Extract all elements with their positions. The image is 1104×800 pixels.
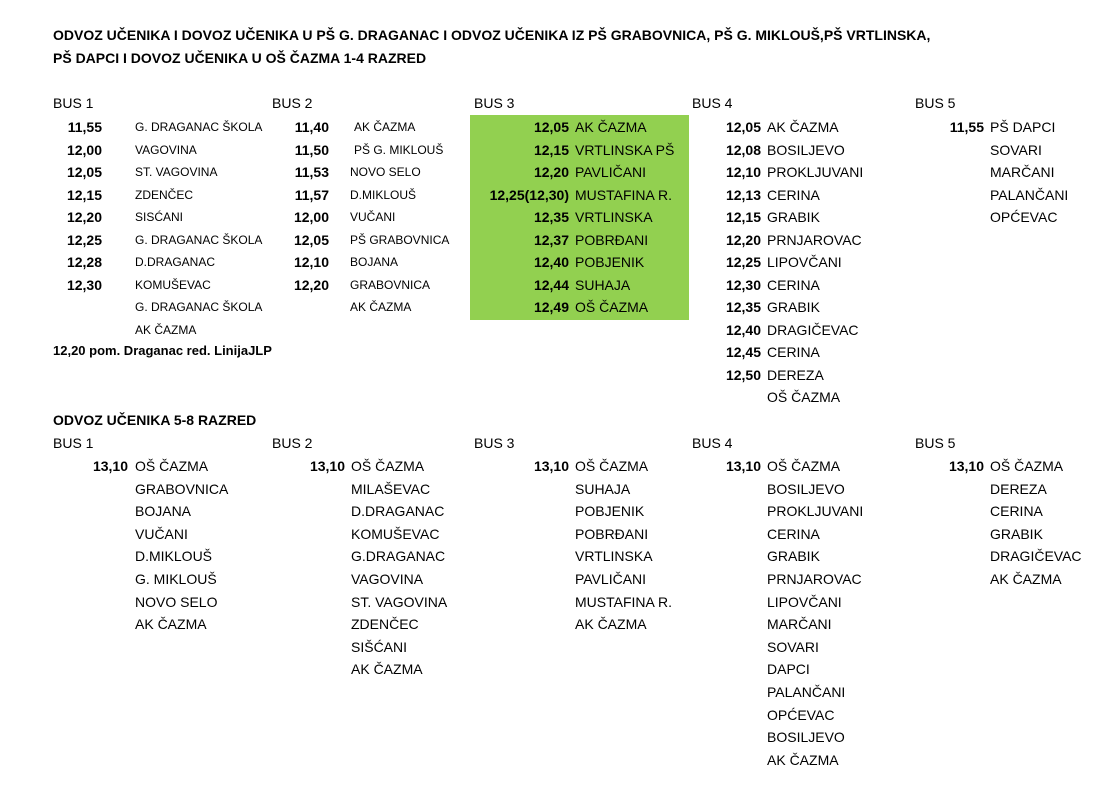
s1-bus-2-label: BUS 2	[272, 95, 313, 111]
s1-bus-1-stop: G. DRAGANAC ŠKOLA	[135, 232, 263, 247]
s1-bus-4-stop: CERINA	[767, 186, 820, 203]
s1-bus-3-time: 12,44	[533, 276, 569, 293]
s1-bus-3-stop: PAVLIČANI	[575, 164, 647, 180]
s1-bus-4-stop: CERINA	[767, 276, 820, 293]
s2-bus-3-stop: POBRĐANI	[575, 525, 649, 542]
s1-bus-5-label: BUS 5	[915, 95, 956, 111]
s2-bus-3-stop: MUSTAFINA R.	[575, 593, 672, 610]
s2-bus-5-label: BUS 5	[915, 435, 956, 451]
s2-bus-2-stop: ZDENČEC	[351, 616, 419, 633]
s2-bus-1-stop: D.MIKLOUŠ	[135, 548, 213, 565]
s1-bus-4-time: 12,05	[725, 119, 761, 135]
s2-bus-4-stop: OPĆEVAC	[767, 706, 835, 723]
s1-bus-1-stop: ST. VAGOVINA	[135, 165, 218, 179]
s2-bus-1-stop: G. MIKLOUŠ	[135, 571, 217, 587]
s1-bus-4-stop: GRABIK	[767, 209, 820, 225]
s1-bus-3-stop: POBRĐANI	[575, 231, 649, 248]
s2-bus-5-time: 13,10	[948, 458, 984, 474]
s1-bus-5-stop: OPĆEVAC	[990, 209, 1058, 225]
s1-bus-3-stop: MUSTAFINA R.	[575, 186, 672, 203]
s1-bus-1-label: BUS 1	[53, 95, 94, 111]
s2-bus-4-stop: CERINA	[767, 525, 820, 542]
s2-bus-1-stop: OŠ ČAZMA	[135, 458, 209, 474]
s1-bus-4-stop: LIPOVČANI	[767, 254, 842, 270]
s1-bus-3-stop: VRTLINSKA PŠ	[575, 141, 675, 158]
s1-bus-4-time: 12,30	[725, 276, 761, 293]
s2-bus-2-stop: G.DRAGANAC	[351, 548, 446, 565]
s2-bus-3-label: BUS 3	[474, 435, 515, 451]
page-title-line-2: PŠ DAPCI I DOVOZ UČENIKA U OŠ ČAZMA 1-4 RAZRED	[53, 50, 427, 66]
s1-bus-2-time: 12,20	[293, 276, 329, 293]
s1-bus-4-stop: AK ČAZMA	[767, 119, 839, 135]
s1-bus-1-time: 12,25	[66, 231, 102, 248]
s1-bus-4-label: BUS 4	[692, 95, 733, 111]
s2-bus-4-stop: AK ČAZMA	[767, 751, 839, 768]
s1-bus-5-stop: PALANČANI	[990, 186, 1069, 203]
s2-bus-5-stop: CERINA	[990, 503, 1043, 520]
s1-bus-2-stop: AK ČAZMA	[354, 120, 416, 134]
s2-bus-4-stop: SOVARI	[767, 638, 819, 655]
s2-bus-4-stop: GRABIK	[767, 548, 820, 565]
s1-bus-3-stop: AK ČAZMA	[575, 119, 647, 135]
s2-bus-3-stop: POBJENIK	[575, 503, 645, 520]
s2-bus-1-stop: BOJANA	[135, 503, 192, 520]
s1-bus-1-time: 11,55	[67, 119, 102, 135]
s1-bus-2-time: 11,57	[294, 186, 329, 203]
s1-bus-4-stop: PRNJAROVAC	[767, 231, 862, 248]
s1-bus-3-label: BUS 3	[474, 95, 515, 111]
s1-bus-2-stop: NOVO SELO	[350, 165, 421, 179]
section-2-title: ODVOZ UČENIKA 5-8 RAZRED	[53, 412, 257, 428]
s2-bus-4-stop: PRNJAROVAC	[767, 571, 862, 587]
s1-bus-3-time: 12,20	[533, 164, 569, 180]
s1-bus-3-stop: VRTLINSKA	[575, 209, 653, 225]
s2-bus-1-stop: NOVO SELO	[135, 593, 218, 610]
s2-bus-1-label: BUS 1	[53, 435, 94, 451]
s2-bus-4-stop: BOSILJEVO	[767, 729, 845, 746]
s1-bus-4-stop: CERINA	[767, 344, 820, 360]
s1-bus-4-stop: GRABIK	[767, 299, 820, 315]
s1-bus-4-time: 12,40	[725, 321, 761, 338]
s2-bus-5-stop: GRABIK	[990, 525, 1043, 542]
s1-bus-4-time: 12,25	[725, 254, 761, 270]
s2-bus-2-stop: KOMUŠEVAC	[351, 525, 440, 542]
s1-bus-1-stop: ZDENČEC	[135, 187, 194, 202]
s2-bus-4-stop: MARČANI	[767, 616, 832, 633]
s2-bus-5-stop: AK ČAZMA	[990, 571, 1062, 587]
s2-bus-5-stop: OŠ ČAZMA	[990, 458, 1064, 474]
s1-bus-1-stop: D.DRAGANAC	[135, 255, 216, 269]
s1-bus-2-time: 11,40	[294, 119, 329, 135]
s1-bus-1-time: 12,15	[66, 186, 102, 203]
s2-bus-1-stop: AK ČAZMA	[135, 616, 207, 633]
s2-bus-2-stop: VAGOVINA	[351, 571, 424, 587]
s2-bus-1-stop: GRABOVNICA	[135, 480, 229, 497]
s1-bus-4-stop: PROKLJUVANI	[767, 164, 864, 180]
s1-bus-1-stop: AK ČAZMA	[135, 322, 197, 337]
s2-bus-2-stop: OŠ ČAZMA	[351, 458, 425, 474]
s1-bus-2-stop: AK ČAZMA	[350, 300, 412, 314]
s1-bus-2-time: 11,50	[294, 141, 329, 158]
s1-bus-2-time: 12,05	[293, 231, 329, 248]
s2-bus-3-stop: SUHAJA	[575, 480, 631, 497]
s1-bus-3-stop: SUHAJA	[575, 276, 631, 293]
schedule-note: 12,20 pom. Draganac red. LinijaJLP	[53, 343, 272, 358]
s1-bus-2-stop: D.MIKLOUŠ	[350, 187, 417, 202]
s1-bus-4-stop: DEREZA	[767, 366, 824, 383]
s1-bus-2-stop: PŠ GRABOVNICA	[350, 232, 450, 247]
s1-bus-2-stop: BOJANA	[350, 255, 399, 269]
s1-bus-3-stop: OŠ ČAZMA	[575, 299, 649, 315]
s2-bus-2-label: BUS 2	[272, 435, 313, 451]
s1-bus-1-stop: KOMUŠEVAC	[135, 277, 211, 292]
s2-bus-3-stop: PAVLIČANI	[575, 571, 647, 587]
s1-bus-2-stop: VUČANI	[350, 210, 396, 224]
s1-bus-1-time: 12,30	[66, 276, 102, 293]
s1-bus-3-time: 12,05	[533, 119, 569, 135]
s1-bus-2-time: 11,53	[294, 164, 329, 180]
s2-bus-2-stop: MILAŠEVAC	[351, 480, 431, 497]
s2-bus-1-stop: VUČANI	[135, 525, 188, 542]
s2-bus-4-stop: PROKLJUVANI	[767, 503, 864, 520]
s2-bus-4-stop: PALANČANI	[767, 684, 846, 700]
s1-bus-4-time: 12,13	[725, 186, 761, 203]
s1-bus-4-time: 12,08	[725, 141, 761, 158]
s1-bus-3-time: 12,25(12,30)	[489, 186, 569, 203]
s1-bus-4-time: 12,50	[725, 366, 761, 383]
s1-bus-1-stop: VAGOVINA	[135, 142, 197, 157]
s2-bus-2-stop: SIŠĆANI	[351, 638, 408, 655]
s2-bus-4-label: BUS 4	[692, 435, 733, 451]
s1-bus-3-stop: POBJENIK	[575, 254, 645, 270]
s2-bus-2-stop: ST. VAGOVINA	[351, 593, 448, 610]
s1-bus-4-time: 12,10	[725, 164, 761, 180]
s2-bus-2-stop: D.DRAGANAC	[351, 503, 445, 520]
s2-bus-3-time: 13,10	[533, 458, 569, 474]
s1-bus-1-time: 12,00	[66, 141, 102, 158]
s1-bus-1-time: 12,05	[66, 164, 102, 180]
s1-bus-4-time: 12,35	[725, 299, 761, 315]
s1-bus-3-time: 12,35	[533, 209, 569, 225]
s2-bus-4-stop: LIPOVČANI	[767, 593, 842, 610]
s1-bus-3-time: 12,37	[533, 231, 569, 248]
s1-bus-5-time: 11,55	[949, 119, 984, 135]
s2-bus-3-stop: VRTLINSKA	[575, 548, 653, 565]
page-title-line-1: ODVOZ UČENIKA I DOVOZ UČENIKA U PŠ G. DRAGANAC I ODVOZ UČENIKA IZ PŠ GRABOVNICA, PŠ G. MIKLOUŠ,PŠ VRTLINSKA,	[53, 27, 931, 43]
s1-bus-1-stop: G. DRAGANAC ŠKOLA	[135, 300, 263, 314]
s2-bus-2-stop: AK ČAZMA	[351, 661, 423, 678]
s1-bus-2-time: 12,00	[293, 209, 329, 225]
s1-bus-4-time: 12,45	[725, 344, 761, 360]
s1-bus-5-stop: SOVARI	[990, 141, 1042, 158]
s2-bus-2-time: 13,10	[309, 458, 345, 474]
s1-bus-4-stop: DRAGIČEVAC	[767, 321, 859, 338]
s1-bus-1-time: 12,20	[66, 209, 102, 225]
s1-bus-1-stop: G. DRAGANAC ŠKOLA	[135, 120, 263, 134]
s1-bus-1-stop: SISĆANI	[135, 210, 184, 224]
s2-bus-5-stop: DRAGIČEVAC	[990, 548, 1082, 565]
s1-bus-4-stop: OŠ ČAZMA	[767, 389, 841, 405]
s2-bus-4-stop: BOSILJEVO	[767, 480, 845, 497]
s2-bus-1-time: 13,10	[92, 458, 128, 474]
s2-bus-4-stop: OŠ ČAZMA	[767, 458, 841, 474]
s1-bus-4-time: 12,20	[725, 231, 761, 248]
s2-bus-3-stop: AK ČAZMA	[575, 616, 647, 633]
s1-bus-5-stop: MARČANI	[990, 164, 1055, 180]
s2-bus-3-stop: OŠ ČAZMA	[575, 458, 649, 474]
s1-bus-5-stop: PŠ DAPCI	[990, 119, 1056, 135]
s1-bus-3-time: 12,40	[533, 254, 569, 270]
s1-bus-4-stop: BOSILJEVO	[767, 141, 845, 158]
s2-bus-4-stop: DAPCI	[767, 661, 810, 678]
s1-bus-2-stop: GRABOVNICA	[350, 277, 431, 292]
s2-bus-5-stop: DEREZA	[990, 480, 1047, 497]
s2-bus-4-time: 13,10	[725, 458, 761, 474]
s1-bus-2-stop: PŠ G. MIKLOUŠ	[354, 142, 444, 157]
s1-bus-3-time: 12,49	[533, 299, 569, 315]
s1-bus-3-time: 12,15	[533, 141, 569, 158]
s1-bus-2-time: 12,10	[293, 254, 329, 270]
s1-bus-4-time: 12,15	[725, 209, 761, 225]
s1-bus-1-time: 12,28	[66, 254, 102, 270]
